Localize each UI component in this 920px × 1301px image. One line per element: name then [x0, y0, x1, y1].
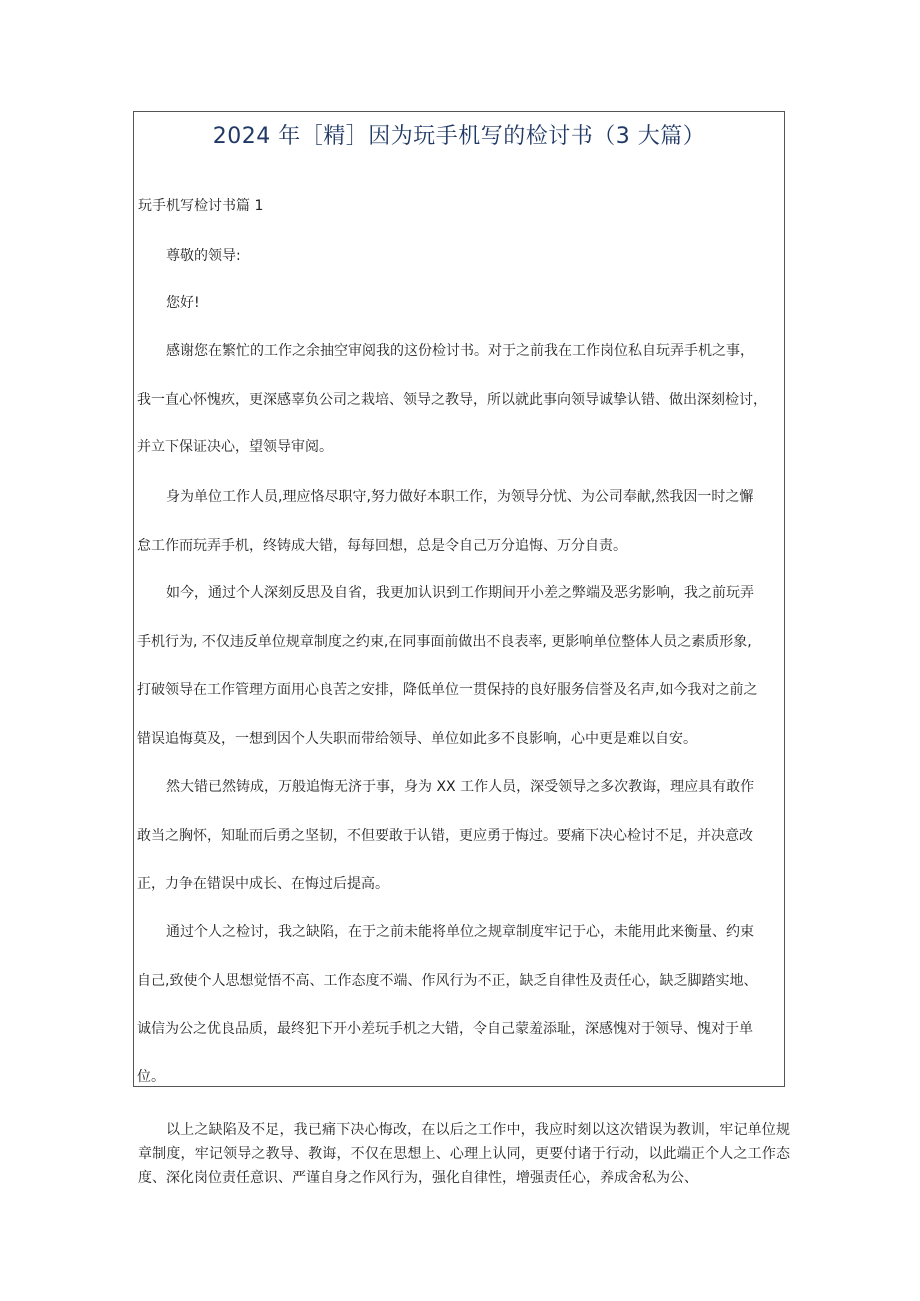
- document-title: 2024 年［精］因为玩手机写的检讨书（3 大篇）: [212, 124, 706, 149]
- paragraph-line: 正，力争在错误中成长、在悔过后提高。: [137, 876, 389, 892]
- salutation: 尊敬的领导:: [166, 248, 241, 264]
- paragraph-line: 敢当之胸怀，知耻而后勇之坚韧，不但要敢于认错，更应勇于悔过。要痛下决心检讨不足，并决意改: [137, 828, 753, 844]
- paragraph-line: 错误追悔莫及，一想到因个人失职而带给领导、单位如此多不良影响，心中更是难以自安。: [137, 731, 697, 747]
- paragraph-line: 打破领导在工作管理方面用心良苦之安排，降低单位一贯保持的良好服务信誉及名声,如今我对之前之: [137, 682, 758, 698]
- section-heading: 玩手机写检讨书篇 1: [138, 198, 264, 214]
- greeting: 您好!: [166, 295, 200, 311]
- paragraph-line: 手机行为, 不仅违反单位规章制度之约束,在同事面前做出不良表率, 更影响单位整体人员之素质形象,: [137, 634, 752, 650]
- paragraph-line: 位。: [137, 1069, 165, 1085]
- document-frame: [133, 111, 785, 1087]
- paragraph-line: 怠工作而玩弄手机，终铸成大错，每每回想，总是令自己万分追悔、万分自责。: [137, 538, 627, 554]
- paragraph-line: 诚信为公之优良品质，最终犯下开小差玩手机之大错，令自己蒙羞添耻，深感愧对于领导、愧对于单: [137, 1021, 753, 1037]
- paragraph-line: 我一直心怀愧疚，更深感辜负公司之栽培、领导之教导，所以就此事向领导诚挚认错、做出深刻检讨，: [137, 392, 767, 408]
- paragraph-line: 并立下保证决心，望领导审阅。: [137, 439, 333, 455]
- paragraph-line: 身为单位工作人员,理应恪尽职守,努力做好本职工作，为领导分忧、为公司奉献,然我因一时之懈: [166, 489, 754, 505]
- paragraph-line: 然大错已然铸成，万般追悔无济于事，身为 XX 工作人员，深受领导之多次教诲，理应具有敢作: [166, 779, 755, 795]
- paragraph-line: 感谢您在繁忙的工作之余抽空审阅我的这份检讨书。对于之前我在工作岗位私自玩弄手机之事，: [166, 343, 754, 359]
- closing-paragraph: 以上之缺陷及不足，我已痛下决心悔改，在以后之工作中，我应时刻以这次错误为教训，牢记单位规章制度，牢记领导之教导、教诲，不仅在思想上、心理上认同，更要付诸于行动，以此端正个人之工作态度、深化岗位责任意识、严谨自身之作风行为，强化自律性，增强责任心，养成舍私为公、: [138, 1122, 790, 1186]
- paragraph-line: 自己,致使个人思想觉悟不高、工作态度不端、作风行为不正，缺乏自律性及责任心，缺乏脚踏实地、: [137, 973, 758, 989]
- paragraph-line: 通过个人之检讨，我之缺陷，在于之前未能将单位之规章制度牢记于心，未能用此来衡量、约束: [166, 924, 754, 940]
- paragraph-line: 如今，通过个人深刻反思及自省，我更加认识到工作期间开小差之弊端及恶劣影响，我之前玩弄: [166, 585, 754, 601]
